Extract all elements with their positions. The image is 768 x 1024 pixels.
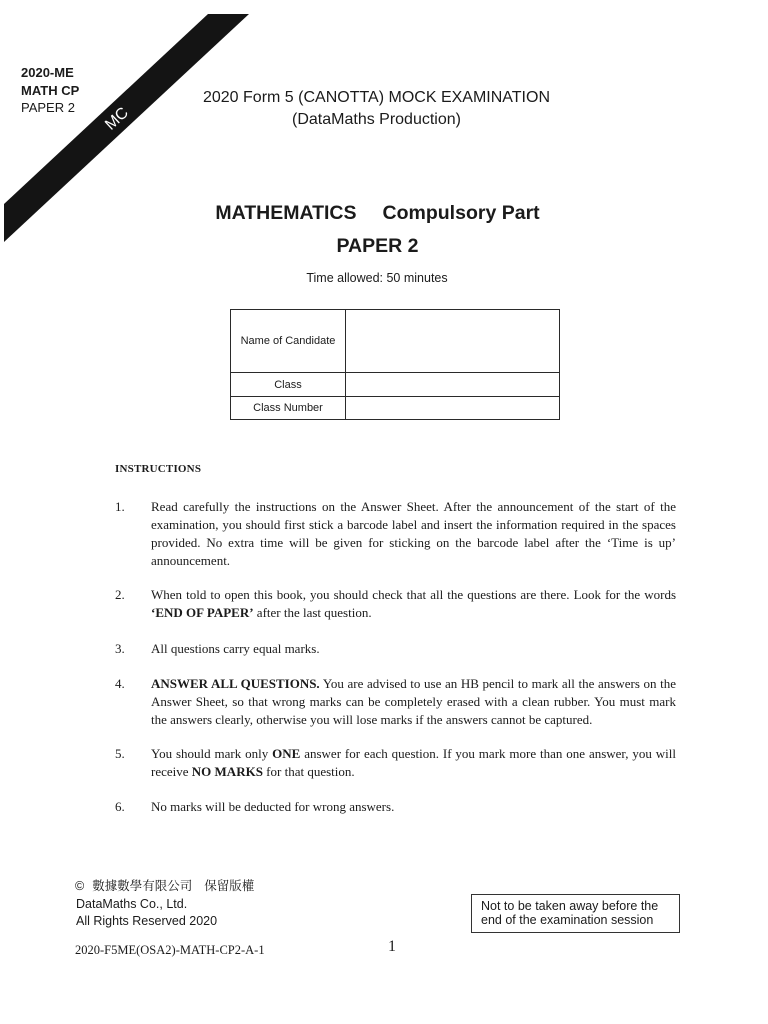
producer-line: (DataMaths Production) xyxy=(292,111,461,128)
rights-reserved-en: All Rights Reserved 2020 xyxy=(76,914,218,928)
instruction-text-part: All questions carry equal marks. xyxy=(151,641,320,656)
instruction-text-part: for that question. xyxy=(262,764,355,779)
candidate-row-name xyxy=(231,310,559,373)
instruction-number: 2. xyxy=(115,587,125,602)
notice-box xyxy=(471,894,680,933)
company-name-zh: 數據數學有限公司 xyxy=(92,879,193,893)
subject-name: MATHEMATICS xyxy=(215,202,357,224)
page-number: 1 xyxy=(388,938,396,955)
candidate-row-class-number xyxy=(231,397,559,419)
notice-line: end of the examination session xyxy=(481,913,654,927)
instruction-emphasis: ONE xyxy=(272,746,301,761)
document-code: 2020-F5ME(OSA2)-MATH-CP2-A-1 xyxy=(75,943,265,957)
instruction-text xyxy=(151,586,676,622)
candidate-label: Class xyxy=(231,373,346,396)
candidate-info-table xyxy=(230,309,560,420)
paper-code-line: 2020-ME xyxy=(21,65,74,80)
instruction-text xyxy=(151,675,676,729)
instruction-emphasis: ‘END OF PAPER’ xyxy=(151,605,254,620)
rights-reserved-zh: 保留版權 xyxy=(204,879,255,893)
paper-heading: PAPER 2 xyxy=(336,235,419,257)
instruction-text xyxy=(151,640,676,658)
candidate-class-number-field xyxy=(346,397,559,419)
instruction-number: 1. xyxy=(115,499,125,514)
instruction-text xyxy=(151,798,676,816)
corner-band-label: MC xyxy=(102,104,132,134)
copyright-zh-line xyxy=(75,878,254,894)
instruction-number: 5. xyxy=(115,746,125,761)
instructions-heading: INSTRUCTIONS xyxy=(115,463,202,475)
candidate-row-class xyxy=(231,373,559,397)
instruction-text-part: You should mark only xyxy=(151,746,273,761)
time-allowed: Time allowed: 50 minutes xyxy=(306,271,448,285)
instruction-emphasis: ANSWER ALL QUESTIONS. xyxy=(151,676,320,691)
instruction-text xyxy=(151,745,676,781)
instruction-number: 4. xyxy=(115,676,125,691)
company-name-en: DataMaths Co., Ltd. xyxy=(76,897,188,911)
instruction-number: 6. xyxy=(115,799,125,814)
candidate-name-field xyxy=(346,310,559,372)
instruction-text-part: No marks will be deducted for wrong answers. xyxy=(151,799,395,814)
instruction-text-part: You are advised to use an HB pencil to mark all the answers on the Answer Sheet, so that wrong marks can be completely erased with a clean rubber. You must mark the answers clearly, otherwise you will lose marks if the answers cannot be captured. xyxy=(151,676,676,727)
subject-part: Compulsory Part xyxy=(382,202,540,224)
instruction-text-part: Read carefully the instructions on the Answer Sheet. After the announcement of the start of the examination, you should first stick a barcode label and insert the information required in the spaces provided. No extra time will be given for sticking on the barcode label after the ‘Time is up’ announcement. xyxy=(151,499,676,568)
candidate-label: Class Number xyxy=(231,397,346,419)
instruction-text-part: When told to open this book, you should check that all the questions are there. Look for the words xyxy=(151,587,676,602)
paper-code-line: PAPER 2 xyxy=(21,100,75,115)
copyright-symbol: © xyxy=(75,879,85,893)
instruction-number: 3. xyxy=(115,641,125,656)
notice-line: Not to be taken away before the xyxy=(481,899,659,913)
subject-heading xyxy=(0,201,755,225)
instruction-text xyxy=(151,498,676,570)
exam-title: 2020 Form 5 (CANOTTA) MOCK EXAMINATION xyxy=(202,89,550,106)
candidate-class-field xyxy=(346,373,559,396)
instruction-text-part: after the last question. xyxy=(253,605,372,620)
candidate-label: Name of Candidate xyxy=(231,310,346,372)
paper-code-line: MATH CP xyxy=(21,82,80,98)
instruction-text-part: answer for each question. If you mark more than one answer, you will receive xyxy=(151,746,676,779)
instruction-emphasis: NO MARKS xyxy=(191,764,263,779)
